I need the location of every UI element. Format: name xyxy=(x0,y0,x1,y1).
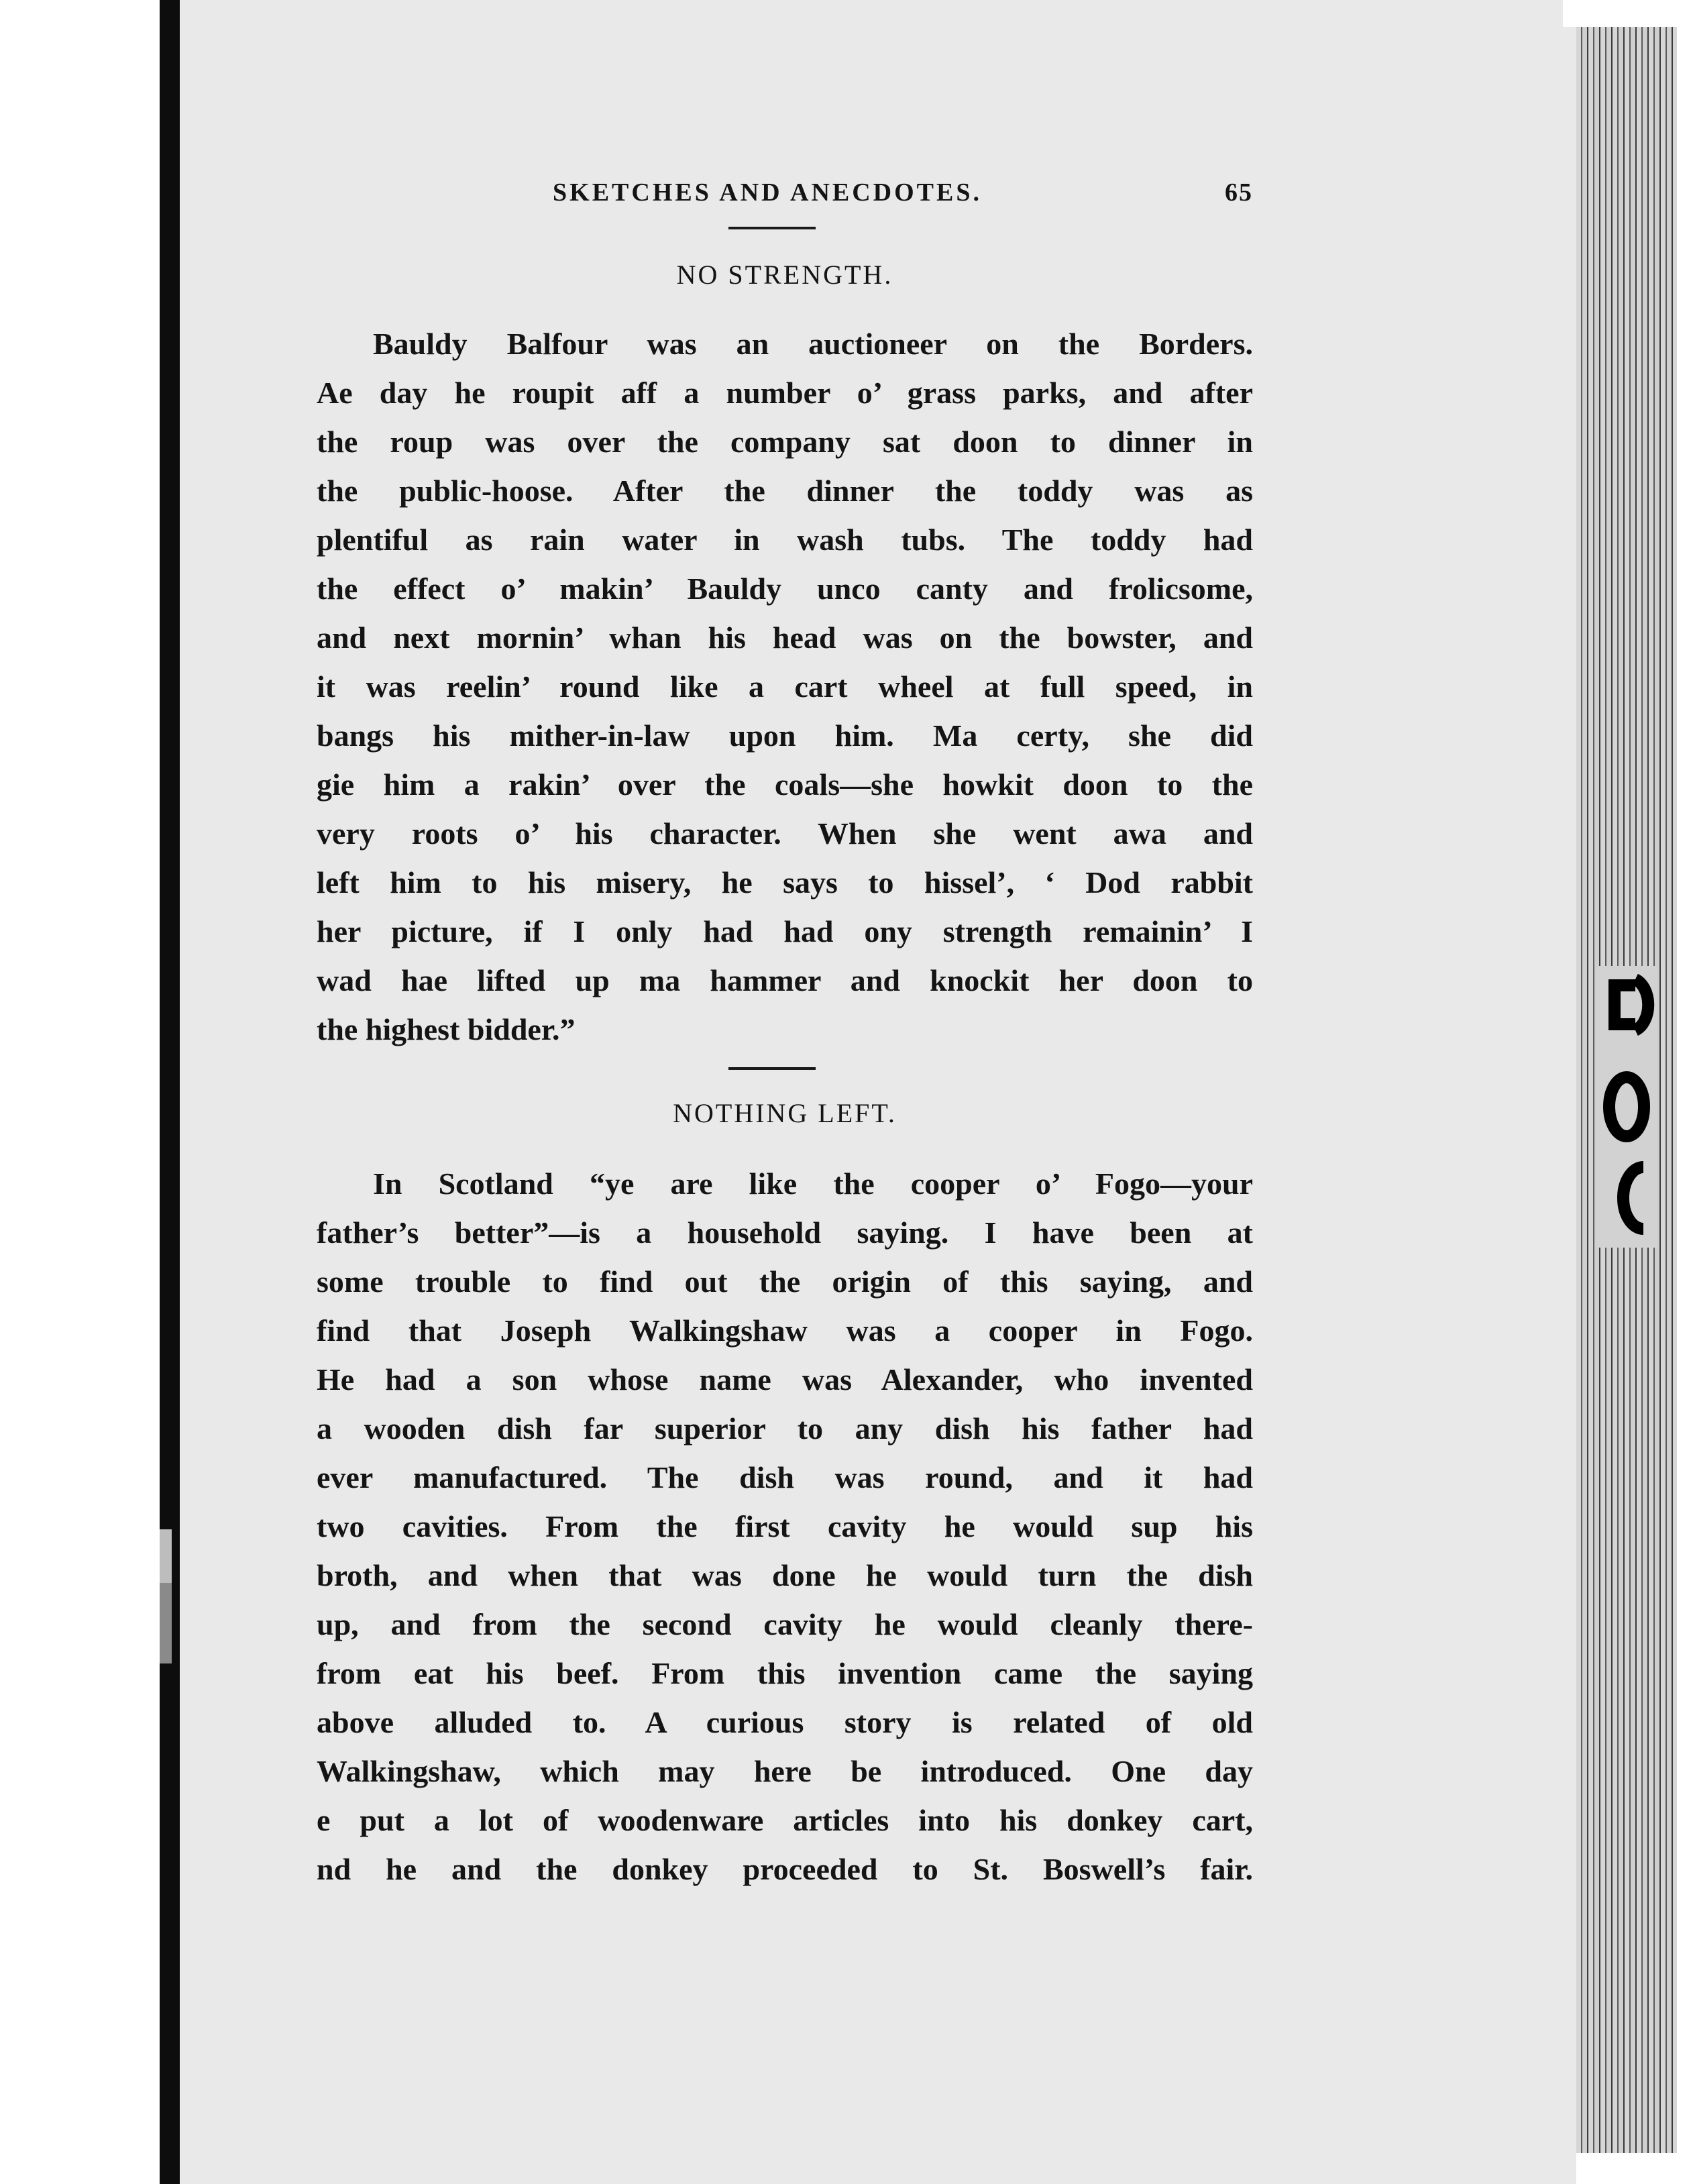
text-line: broth, and when that was done he would turn the dish xyxy=(317,1558,1253,1592)
section-title: NOTHING LEFT. xyxy=(673,1098,897,1128)
edge-stamp-mark xyxy=(1596,966,1657,1248)
running-head xyxy=(317,178,1253,218)
text-line: wad hae lifted up ma hammer and knockit her doon to xyxy=(317,963,1253,997)
section-divider xyxy=(728,1067,816,1070)
page-number: 65 xyxy=(1225,178,1253,207)
text-line: father’s better”—is a household saying. I have been at xyxy=(317,1215,1253,1250)
left-margin xyxy=(0,0,160,2184)
text-line: her picture, if I only had had ony strength remainin’ I xyxy=(317,914,1253,948)
text-line: bangs his mither-in-law upon him. Ma certy, she did xyxy=(317,718,1253,753)
text-line: the highest bidder.” xyxy=(317,1012,576,1046)
running-title: SKETCHES AND ANECDOTES. xyxy=(553,178,982,207)
text-line: the roup was over the company sat doon to dinner in xyxy=(317,425,1253,459)
scan-artifact xyxy=(160,1529,172,1583)
text-line: He had a son whose name was Alexander, who invented xyxy=(317,1362,1253,1397)
text-line: the effect o’ makin’ Bauldy unco canty and frolicsome, xyxy=(317,571,1253,606)
text-line: very roots o’ his character. When she went awa and xyxy=(317,816,1253,851)
text-line: plentiful as rain water in wash tubs. The toddy had xyxy=(317,523,1253,557)
section-body xyxy=(317,319,1253,1054)
text-line: a wooden dish far superior to any dish his father had xyxy=(317,1411,1253,1445)
text-line: gie him a rakin’ over the coals—she howkit doon to the xyxy=(317,767,1253,802)
text-line: up, and from the second cavity he would cleanly there- xyxy=(317,1607,1253,1641)
text-line: nd he and the donkey proceeded to St. Boswell’s fair. xyxy=(317,1852,1253,1886)
text-line: and next mornin’ whan his head was on the bowster, and xyxy=(317,620,1253,655)
text-line: Bauldy Balfour was an auctioneer on the Borders. xyxy=(373,327,1253,361)
text-line: some trouble to find out the origin of this saying, and xyxy=(317,1264,1253,1299)
text-line: left him to his misery, he says to hissel’, ‘ Dod rabbit xyxy=(317,865,1253,899)
section-title: NO STRENGTH. xyxy=(676,260,893,290)
header-rule xyxy=(728,227,816,229)
page-edges-top xyxy=(1563,0,1693,27)
text-line: Walkingshaw, which may here be introduced. One day xyxy=(317,1754,1253,1788)
section-body xyxy=(317,1159,1253,1894)
text-line: e put a lot of woodenware articles into his donkey cart, xyxy=(317,1803,1253,1837)
text-line: find that Joseph Walkingshaw was a cooper in Fogo. xyxy=(317,1313,1253,1348)
book-binding-edge xyxy=(160,0,180,2184)
text-line: above alluded to. A curious story is related of old xyxy=(317,1705,1253,1739)
text-line: it was reelin’ round like a cart wheel at full speed, in xyxy=(317,669,1253,704)
text-line: the public-hoose. After the dinner the toddy was as xyxy=(317,474,1253,508)
text-line: Ae day he roupit aff a number o’ grass parks, and after xyxy=(317,376,1253,410)
scan-artifact xyxy=(160,1583,172,1663)
text-line: two cavities. From the first cavity he would sup his xyxy=(317,1509,1253,1543)
text-line: ever manufactured. The dish was round, and it had xyxy=(317,1460,1253,1494)
text-line: from eat his beef. From this invention came the saying xyxy=(317,1656,1253,1690)
text-line: In Scotland “ye are like the cooper o’ Fogo—your xyxy=(373,1166,1253,1201)
